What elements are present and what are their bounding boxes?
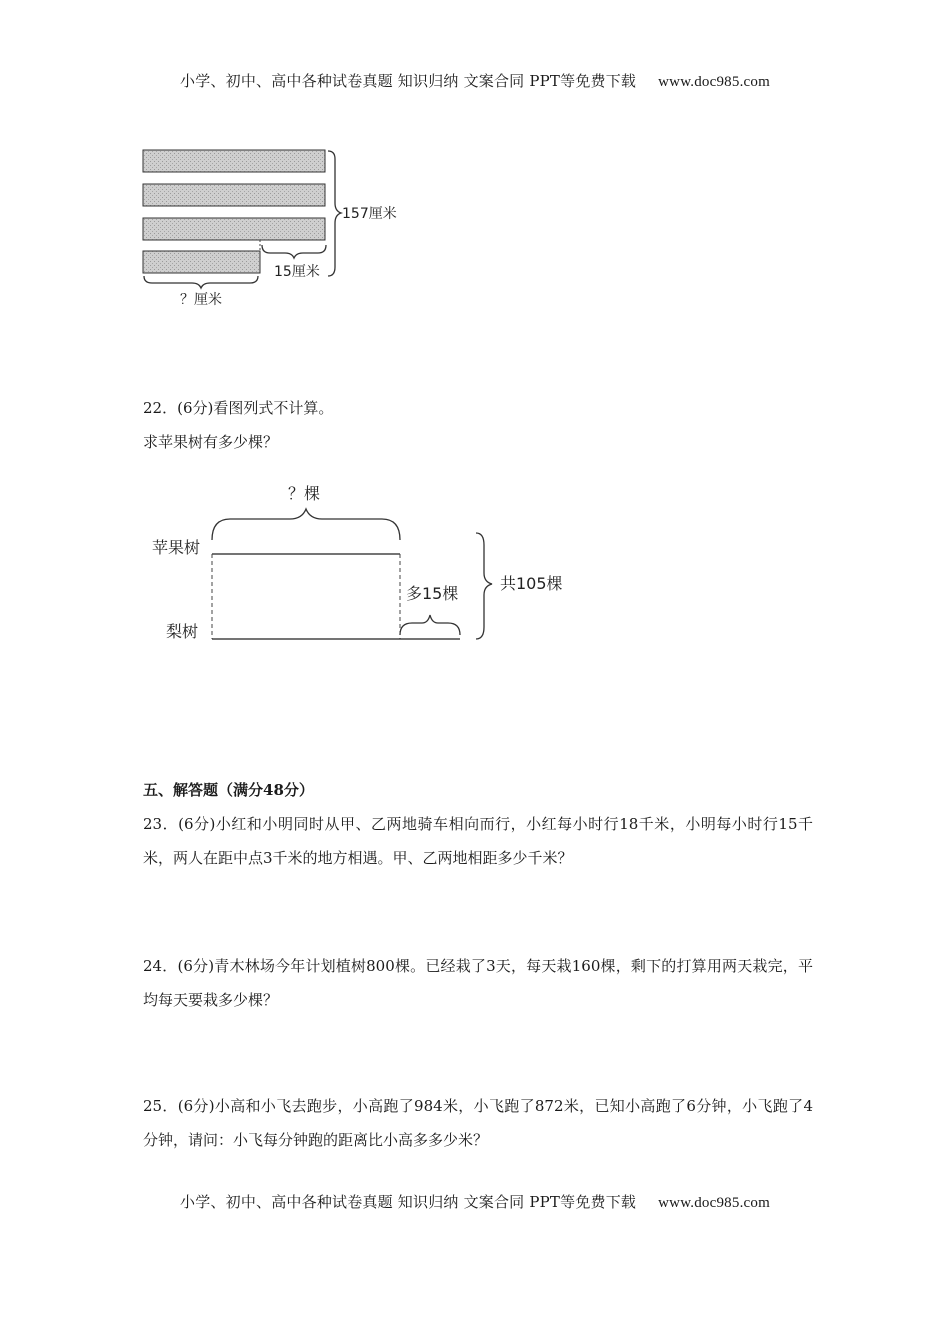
q22-prompt: 求苹果树有多少棵？ bbox=[143, 433, 279, 451]
bar-2 bbox=[143, 184, 325, 206]
total-brace bbox=[476, 533, 492, 639]
apple-unknown-label: ？棵 bbox=[288, 484, 321, 503]
diff-label: 多15棵 bbox=[406, 584, 459, 603]
bar-3 bbox=[143, 218, 325, 240]
page-footer bbox=[0, 1191, 950, 1212]
bar-1 bbox=[143, 150, 325, 172]
diff-brace bbox=[400, 615, 460, 635]
q24-text: 24．(6分)青木林场今年计划植树800棵。已经栽了3天，每天栽160棵，剩下的打算用两天栽完，平均每天要栽多少棵？ bbox=[143, 957, 813, 1009]
total-label: 共105棵 bbox=[500, 574, 563, 593]
bar-4-short bbox=[143, 251, 260, 273]
unknown-label: ？厘米 bbox=[180, 292, 222, 308]
apple-tree-label: 苹果树 bbox=[152, 538, 201, 557]
diff-label: 15厘米 bbox=[274, 264, 320, 280]
footer-url: www.doc985.com bbox=[658, 1195, 770, 1211]
section-5-title: 五、解答题（满分48分） bbox=[143, 781, 314, 799]
diff-brace bbox=[262, 245, 326, 258]
header-url: www.doc985.com bbox=[658, 74, 770, 90]
footer-text: 小学、初中、高中各种试卷真题 知识归纳 文案合同 PPT等免费下载 bbox=[180, 1193, 637, 1211]
page-header bbox=[0, 70, 950, 91]
figure-21-bar-diagram bbox=[138, 145, 428, 315]
total-label: 157厘米 bbox=[342, 206, 397, 222]
q22-title: 22．(6分)看图列式不计算。 bbox=[143, 399, 334, 417]
apple-brace bbox=[212, 509, 400, 540]
unknown-brace bbox=[144, 276, 258, 288]
pear-tree-label: 梨树 bbox=[166, 622, 199, 641]
header-text: 小学、初中、高中各种试卷真题 知识归纳 文案合同 PPT等免费下载 bbox=[180, 72, 637, 90]
figure-22-line-diagram bbox=[140, 475, 580, 655]
q25-text: 25．(6分)小高和小飞去跑步，小高跑了984米，小飞跑了872米，已知小高跑了6分钟，小飞跑了4分钟，请问：小飞每分钟跑的距离比小高多多少米？ bbox=[143, 1097, 813, 1149]
total-brace bbox=[328, 151, 341, 276]
q23-text: 23．(6分)小红和小明同时从甲、乙两地骑车相向而行，小红每小时行18千米，小明每小时行15千米，两人在距中点3千米的地方相遇。甲、乙两地相距多少千米？ bbox=[143, 815, 813, 867]
